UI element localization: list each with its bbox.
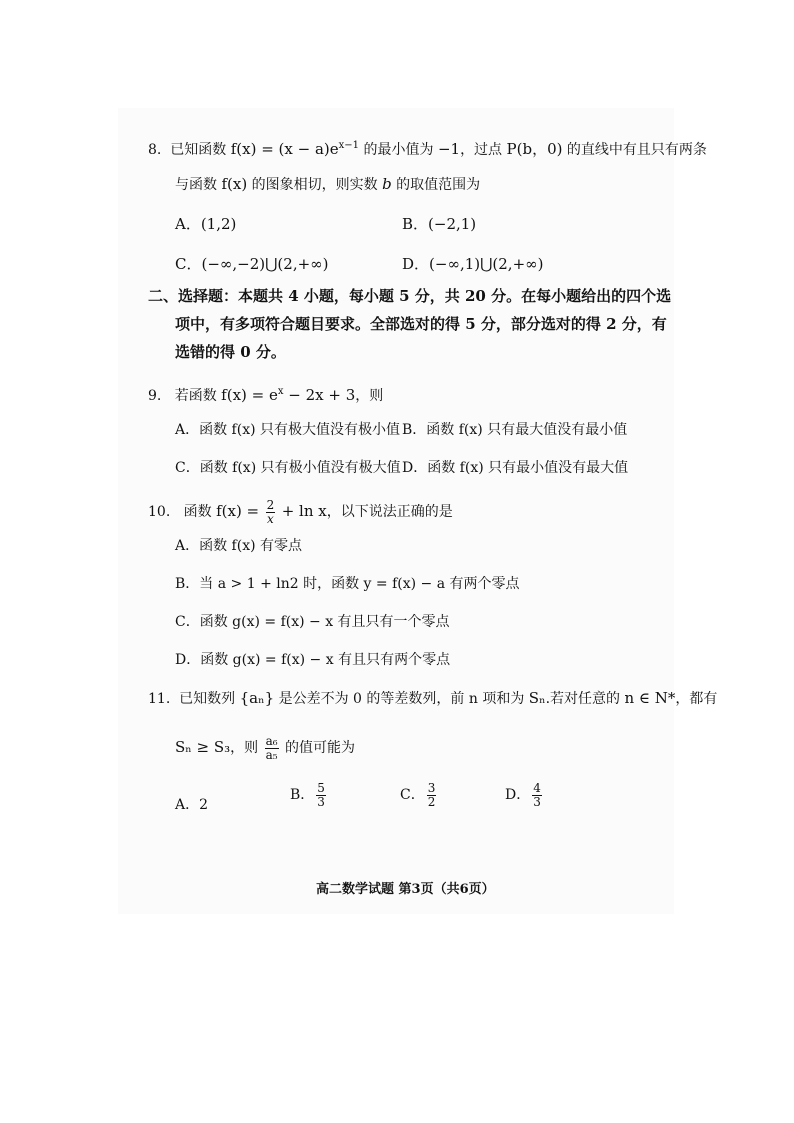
q10-option-d: D．函数 g(x) = f(x) − x 有且只有两个零点 <box>175 652 451 668</box>
q8-option-b: B．(−2,1) <box>402 215 477 233</box>
section2-instructions-line1: 二、选择题：本题共 4 小题，每小题 5 分，共 20 分。在每小题给出的四个选 <box>148 287 672 305</box>
q9-function: $f(x) = e^x - 2x + 3$ <box>221 386 356 404</box>
q8-text: ，过点 <box>460 142 503 158</box>
q9-option-d: D．函数 f(x) 只有最小值没有最大值 <box>402 460 629 476</box>
q8-number: 8. <box>148 142 162 158</box>
q8-option-a: A．(1,2) <box>175 215 237 233</box>
q10-option-a: A．函数 f(x) 有零点 <box>175 538 303 554</box>
q11-text: .若对任意的 <box>545 691 621 707</box>
q10-stem <box>148 496 453 527</box>
q8-option-d: D．(−∞,1)⋃(2,+∞) <box>402 255 544 273</box>
q11-stem-line1 <box>148 688 717 709</box>
q8-function: $f(x) = (x - a)e^{x-1}$ <box>230 140 360 158</box>
q9-text: 若函数 <box>174 388 217 404</box>
q11-option-c: C． $\frac{3}{2}$ <box>400 780 436 809</box>
q10-number: 10. <box>148 504 171 520</box>
q11-option-a: A．2 <box>175 797 209 813</box>
q8-function-ref: f(x) <box>221 175 248 193</box>
q8-stem-line2 <box>175 174 480 195</box>
q8-text: 的最小值为 <box>363 142 434 158</box>
q9-option-b: B．函数 f(x) 只有最大值没有最小值 <box>402 422 628 438</box>
section2-instructions-line3: 选错的得 0 分。 <box>175 343 286 361</box>
page-footer: 高二数学试题 第3页（共6页） <box>316 882 495 897</box>
q11-text: 的值可能为 <box>285 740 356 756</box>
q10-fraction: $\frac{2}{x}$ <box>266 497 275 526</box>
q11-text: ，则 <box>230 740 259 756</box>
q8-min-value: −1 <box>437 140 461 158</box>
section2-instructions-line2: 项中，有多项符合题目要求。全部选对的得 5 分，部分选对的得 2 分，有 <box>175 315 667 333</box>
q9-text: ，则 <box>355 388 384 404</box>
q8-text: 的直线中有且只有两条 <box>566 142 707 158</box>
q9-stem <box>148 382 383 406</box>
q8-text: 的取值范围为 <box>396 177 481 193</box>
q11-condition: n ∈ N* <box>624 689 676 707</box>
q10-option-b: B．当 a > 1 + ln2 时，函数 y = f(x) − a 有两个零点 <box>175 576 520 592</box>
q8-variable: b <box>382 175 392 193</box>
q8-point: P(b，0) <box>506 140 563 158</box>
q10-function-tail: + ln x <box>281 502 327 520</box>
q11-ratio: $\frac{\text{a₆}}{\text{a₅}}$ <box>265 733 278 762</box>
q11-stem-line2 <box>175 730 355 765</box>
q10-text: 函数 <box>183 504 212 520</box>
q11-option-d: D． $\frac{4}{3}$ <box>505 780 541 809</box>
q11-option-b: B． $\frac{5}{3}$ <box>290 780 325 809</box>
q9-option-c: C．函数 f(x) 只有极小值没有极大值 <box>175 460 401 476</box>
q8-text: 已知函数 <box>170 142 227 158</box>
q11-sum: Sₙ <box>528 689 546 707</box>
q10-option-c: C．函数 g(x) = f(x) − x 有且只有一个零点 <box>175 614 450 630</box>
q8-text: 的图象相切，则实数 <box>251 177 378 193</box>
q11-text: 已知数列 <box>179 691 236 707</box>
q8-stem-line1 <box>148 136 707 160</box>
q8-option-c: C．(−∞,−2)⋃(2,+∞) <box>175 255 329 273</box>
q11-text: ，都有 <box>675 691 718 707</box>
q11-number: 11. <box>148 691 171 707</box>
q8-text: 与函数 <box>175 177 217 193</box>
q11-inequality: Sₙ ≥ S₃ <box>175 738 231 756</box>
q11-text: 是公差不为 0 的等差数列，前 n 项和为 <box>278 691 525 707</box>
q9-option-a: A．函数 f(x) 只有极大值没有极小值 <box>175 422 401 438</box>
q10-function: f(x) = <box>216 502 260 520</box>
q9-number: 9. <box>148 388 162 404</box>
q10-text: ，以下说法正确的是 <box>326 504 453 520</box>
q11-sequence: {aₙ} <box>239 689 275 707</box>
